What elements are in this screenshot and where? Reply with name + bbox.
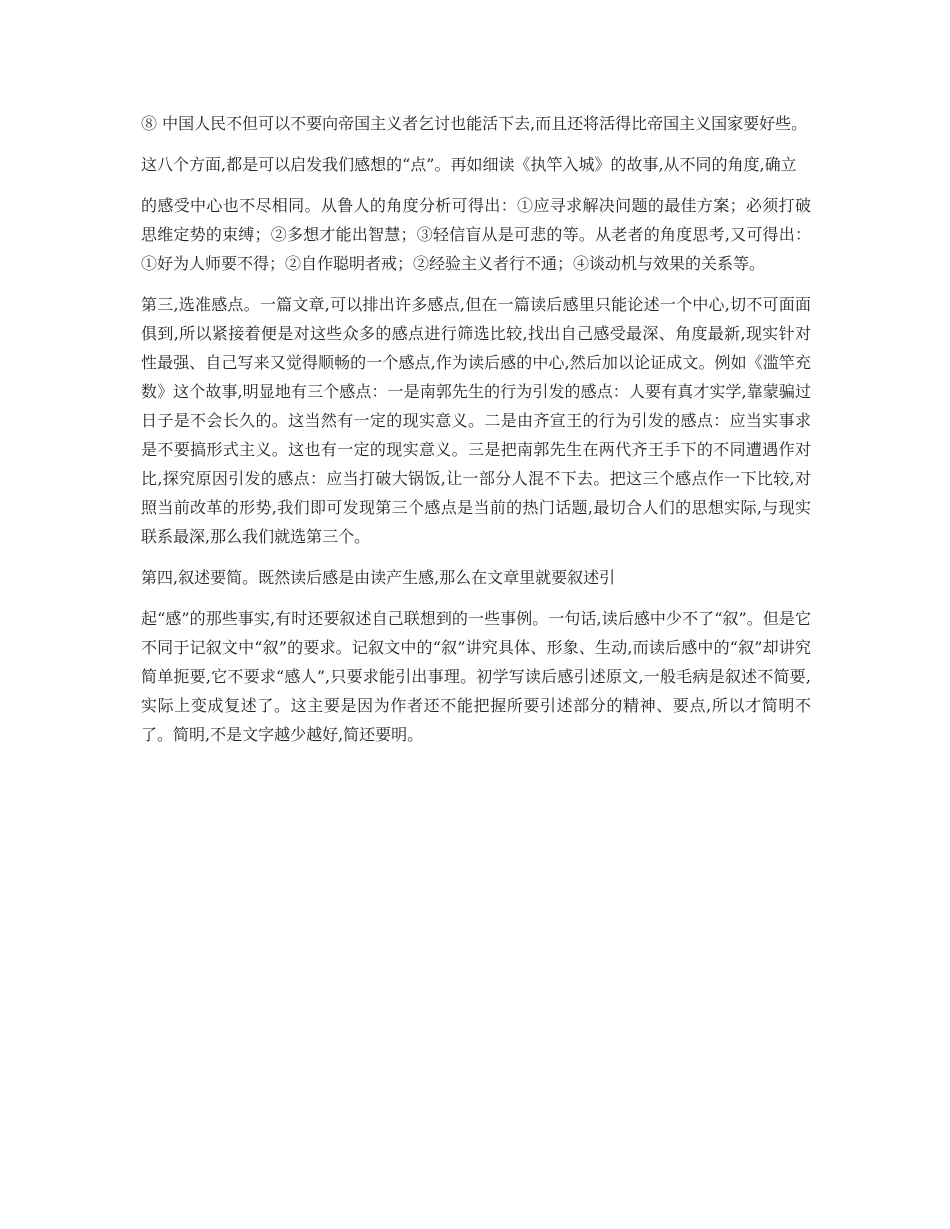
paragraph-3: 的感受中心也不尽相同。从鲁人的角度分析可得出：①应寻求解决问题的最佳方案；必须打破思维定势的束缚；②多想才能出智慧；③轻信盲从是可悲的等。从老者的角度思考,又可得出：①好为人师要不得；②自作聪明者戒；②经验主义者行不通；④谈动机与效果的关系等。: [141, 196, 811, 273]
paragraph-1: ⑧ 中国人民不但可以不要向帝国主义者乞讨也能活下去,而且还将活得比帝国主义国家要好些。: [141, 114, 808, 133]
paragraph-6: 起“感”的那些事实,有时还要叙述自己联想到的一些事例。一句话,读后感中少不了“叙”。但是它不同于记叙文中“叙”的要求。记叙文中的“叙”讲究具体、形象、生动,而读后感中的“叙”却讲究简单扼要,它不要求“感人”,只要求能引出事理。初学写读后感引述原文,一般毛病是叙述不简要,实际上变成复述了。这主要是因为作者还不能把握所要引述部分的精神、要点,所以才简明不了。简明,不是文字越少越好,简还要明。: [141, 609, 811, 744]
paragraph-5: 第四,叙述要简。既然读后感是由读产生感,那么在文章里就要叙述引: [141, 568, 616, 587]
document-body: [141, 109, 811, 761]
paragraph-4: 第三,选准感点。一篇文章,可以排出许多感点,但在一篇读后感里只能论述一个中心,切不可面面俱到,所以紧接着便是对这些众多的感点进行筛选比较,找出自己感受最深、角度最新,现实针对性最强、自己写来又觉得顺畅的一个感点,作为读后感的中心,然后加以论证成文。例如《滥竿充数》这个故事,明显地有三个感点：一是南郭先生的行为引发的感点：人要有真才实学,靠蒙骗过日子是不会长久的。这当然有一定的现实意义。二是由齐宣王的行为引发的感点：应当实事求是不要搞形式主义。这也有一定的现实意义。三是把南郭先生在两代齐王手下的不同遭遇作对比,探究原因引发的感点：应当打破大锅饭,让一部分人混不下去。把这三个感点作一下比较,对照当前改革的形势,我们即可发现第三个感点是当前的热门话题,最切合人们的思想实际,与现实联系最深,那么我们就选第三个。: [141, 295, 811, 546]
paragraph-2: 这八个方面,都是可以启发我们感想的“点”。再如细读《执竿入城》的故事,从不同的角度,确立: [141, 155, 797, 174]
